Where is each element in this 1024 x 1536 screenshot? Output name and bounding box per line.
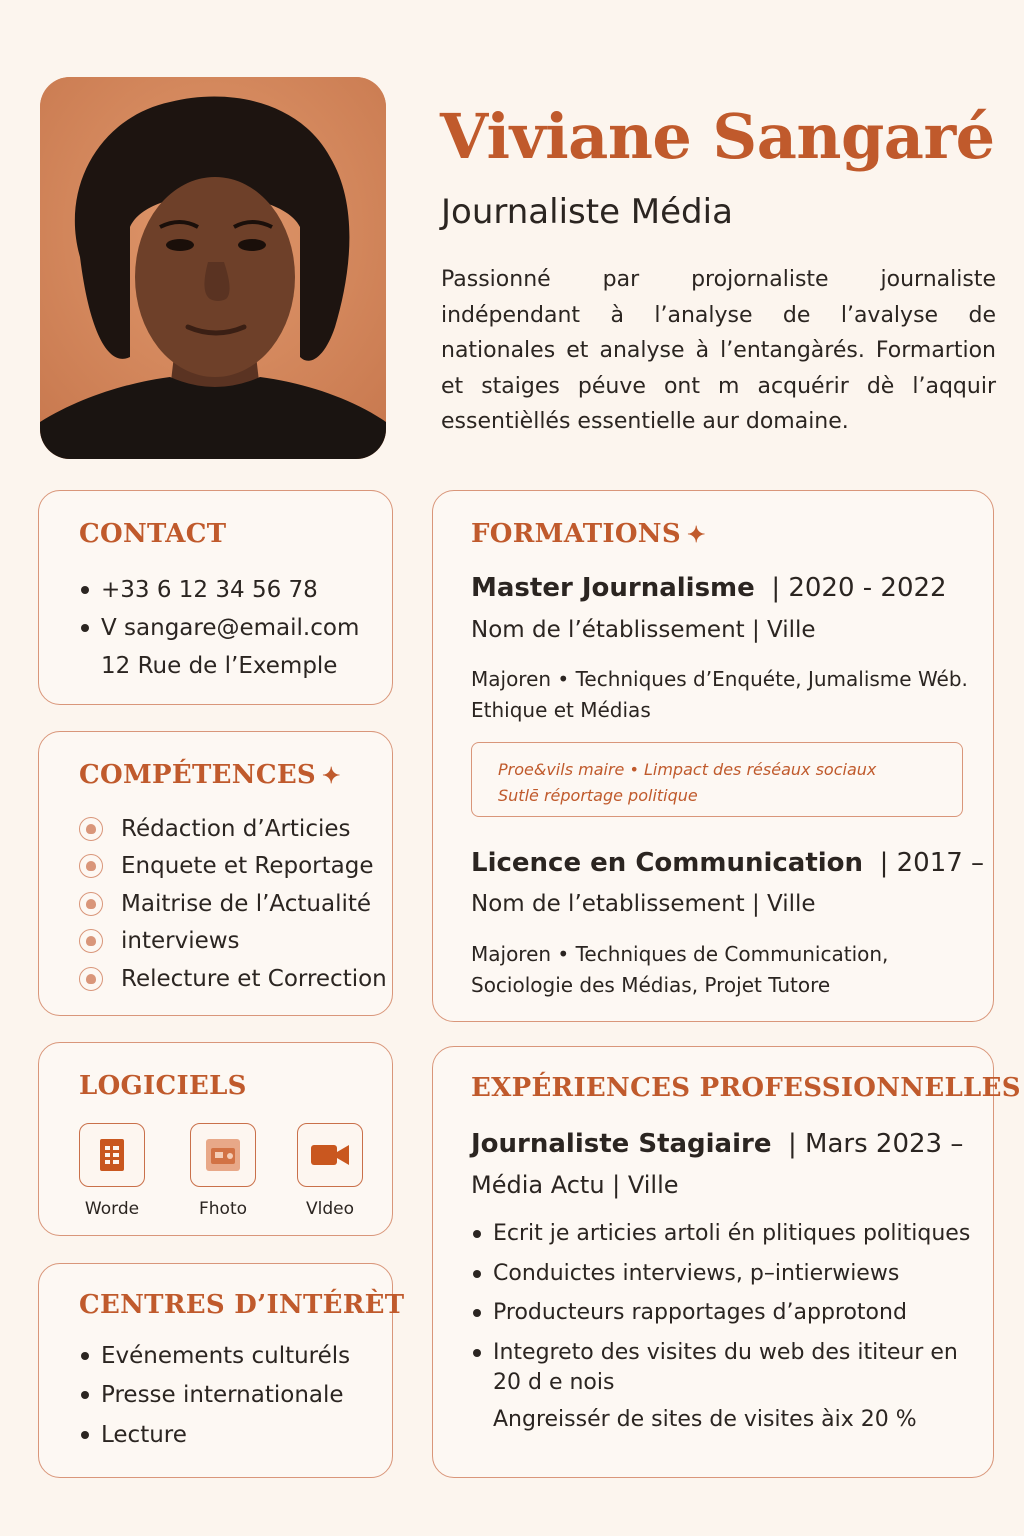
job-heading: Journaliste Stagiaire | Mars 2023 – (471, 1129, 964, 1159)
experience-list (473, 1219, 973, 1445)
job-company: Média Actu | Ville (471, 1171, 679, 1199)
software-label: Worde (84, 1199, 140, 1219)
candidate-name: Viviane Sangaré (440, 100, 995, 173)
interest-item: Lecture (81, 1415, 350, 1455)
experience-item: Producteurs rapportages d’approtond (473, 1298, 973, 1328)
skill-item: Rédaction d’Articies (79, 810, 387, 848)
degree-heading: Master Journalisme | 2020 - 2022 (471, 573, 947, 603)
portrait-illustration (40, 77, 386, 459)
interests-list (81, 1336, 350, 1455)
degree-description: Majoren • Techniques de Communication, Sociologie des Médias, Projet Tutore (471, 942, 889, 997)
address-text: 12 Rue de l’Exemple (101, 653, 338, 679)
interest-item: Evénements culturéls (81, 1336, 350, 1376)
software-card (38, 1042, 393, 1236)
skill-icon (79, 892, 103, 916)
bullet-icon (81, 586, 89, 594)
video-camera-icon (297, 1123, 363, 1187)
phone-text: +33 6 12 34 56 78 (101, 577, 318, 603)
skill-item: interviews (79, 923, 387, 961)
document-icon (79, 1123, 145, 1187)
email-text: ᐯ sangare@email.com (101, 615, 360, 641)
skill-icon (79, 967, 103, 991)
bullet-icon (473, 1309, 481, 1317)
bullet-icon (81, 1391, 89, 1399)
degree-school: Nom de l’établissement | Ville (471, 617, 816, 643)
interests-card (38, 1263, 405, 1478)
contact-address (81, 647, 359, 685)
experience-extra: Angreissér de sites de visites àix 20 % (493, 1407, 917, 1432)
interests-title: CENTRES D’INTÉRÈT (79, 1290, 405, 1320)
contact-phone (81, 571, 359, 609)
bullet-icon (473, 1230, 481, 1238)
skills-title: COMPÉTENCES ✦ (79, 760, 341, 790)
thesis-line: Proe&vils maire • Limpact des réséaux sociaux (498, 760, 877, 779)
profile-summary: Passionné par projornaliste journaliste indépendant à l’analyse de l’avalyse de nationales et analyse à l’entangàrés. Formartion et staiges péuve ont m acquérir dè l’aqquir essentièllés essentielle aur domaine. (441, 267, 996, 434)
skill-icon (79, 817, 103, 841)
experience-card (432, 1046, 1021, 1478)
degree-heading: Licence en Communication | 2017 – (471, 848, 985, 878)
experience-title: EXPÉRIENCES PROFESSIONNELLES (471, 1073, 1021, 1103)
education-card (432, 490, 994, 1022)
bullet-icon (473, 1270, 481, 1278)
education-title: FORMATIONS ✦ (471, 519, 706, 549)
bullet-icon (81, 1352, 89, 1360)
skill-icon (79, 929, 103, 953)
software-item-photo (188, 1123, 258, 1219)
thesis-line: Sutlē réportage politique (498, 786, 698, 805)
degree-school: Nom de l’etablissement | Ville (471, 891, 816, 917)
software-item-video (295, 1123, 365, 1219)
interest-item: Presse internationale (81, 1376, 350, 1416)
experience-item: Integreto des visites du web des ititeur en 20 d e nois (473, 1338, 973, 1398)
skills-card (38, 731, 393, 1016)
sparkle-icon: ✦ (322, 763, 341, 789)
experience-item: Conduictes interviews, p–intierwiews (473, 1259, 973, 1289)
bullet-icon (81, 1431, 89, 1439)
contact-email (81, 609, 359, 647)
software-label: Vldeo (305, 1199, 354, 1219)
job-title: Journaliste Média (441, 192, 733, 232)
software-item-word (77, 1123, 147, 1219)
bullet-icon (81, 624, 89, 632)
contact-title: CONTACT (79, 519, 227, 549)
software-label: Fhoto (198, 1199, 248, 1219)
sparkle-icon: ✦ (686, 522, 706, 548)
contact-list (81, 571, 359, 685)
skill-icon (79, 854, 103, 878)
contact-card (38, 490, 393, 705)
thesis-box (471, 742, 963, 817)
skill-item: Enquete et Reportage (79, 848, 387, 886)
skill-item: Maitrise de l’Actualité (79, 885, 387, 923)
bullet-icon (473, 1349, 481, 1357)
experience-item: Ecrit je articies artoli én plitiques politiques (473, 1219, 973, 1249)
photo-icon (190, 1123, 256, 1187)
software-title: LOGICIELS (79, 1071, 247, 1101)
skills-list (79, 810, 387, 998)
profile-photo (40, 77, 386, 459)
degree-description: Majoren • Techniques d’Enquéte, Jumalisme Wéb. Ethique et Médias (471, 667, 968, 722)
skill-item: Relecture et Correction (79, 960, 387, 998)
